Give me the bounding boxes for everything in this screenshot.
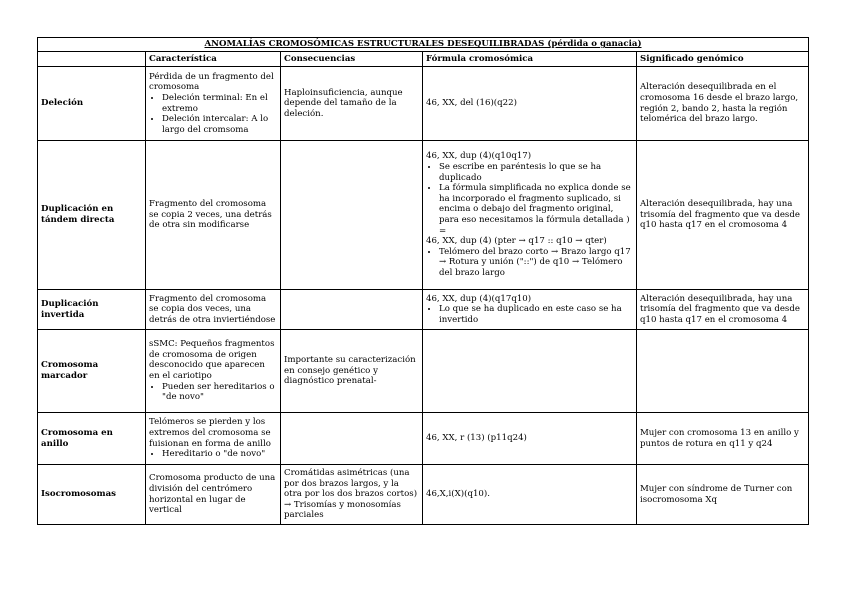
cell-consecuencias: [281, 413, 423, 465]
list-item: • Pueden ser hereditarios o "de novo": [162, 382, 277, 403]
bullet-list: [149, 449, 277, 460]
table-row: [38, 141, 809, 290]
header-formula: Fórmula cromosómica: [423, 52, 637, 67]
cell-caracteristica: Fragmento del cromosoma se copia 2 veces, una detrás de otra sin modificarse: [146, 141, 281, 290]
cell-caracteristica: Fragmento del cromosoma se copia dos veces, una detrás de otra inviertiéndose: [146, 290, 281, 330]
cell-caracteristica: [146, 67, 281, 141]
formula-text: 46, XX, dup (4)(q10q17): [426, 151, 532, 162]
bullet-list: [149, 93, 277, 135]
header-caracteristica: Característica: [146, 52, 281, 67]
formula-text: 46, XX, dup (4)(q17q10): [426, 293, 532, 304]
cell-significado: [637, 330, 809, 413]
cell-consecuencias: [281, 290, 423, 330]
table-row: [38, 465, 809, 525]
cell-consecuencias: Haploinsuficiencia, aunque depende del tamaño de la deleción.: [281, 67, 423, 141]
bullet-list: [149, 382, 277, 403]
cell-formula: [423, 141, 637, 290]
list-item: • Hereditario o "de novo": [162, 449, 277, 460]
bullet-list: [426, 162, 633, 236]
table-title: ANOMALÍAS CROMOSÓMICAS ESTRUCTURALES DESEQUILIBRADAS (pérdida o ganacia): [38, 38, 809, 52]
cell-consecuencias: Importante su caracterización en consejo genético y diagnóstico prenatal-: [281, 330, 423, 413]
list-item: • Se escribe en paréntesis lo que se ha duplicado: [439, 162, 633, 183]
list-item: • Deleción intercalar: A lo largo del cromsoma: [162, 114, 277, 135]
cell-text: Telómeros se pierden y los extremos del cromosoma se fuisionan en forma de anillo: [149, 417, 271, 449]
row-name-cromosoma-marcador: Cromosoma marcador: [38, 330, 146, 413]
cell-consecuencias: Cromátidas asimétricas (una por dos brazos largos, y la otra por los dos brazos cortos) → Trisomías y monosomías parciales: [281, 465, 423, 525]
cell-formula: [423, 290, 637, 330]
bullet-list: [426, 247, 633, 279]
row-name-duplicacion-invertida: Duplicación invertida: [38, 290, 146, 330]
cell-caracteristica: [146, 330, 281, 413]
list-item: • Telómero del brazo corto → Brazo largo q17 → Rotura y unión ("::") de q10 → Telómero del brazo largo: [439, 247, 633, 279]
cell-formula: 46, XX, r (13) (p11q24): [423, 413, 637, 465]
row-name-duplicacion-tandem: Duplicación en tándem directa: [38, 141, 146, 290]
anomalies-table: [37, 37, 809, 525]
cell-significado: Alteración desequilibrada, hay una trisomía del fragmento que va desde q10 hasta q17 en el cromosoma 4: [637, 290, 809, 330]
table-row: [38, 330, 809, 413]
cell-consecuencias: [281, 141, 423, 290]
row-name-delecion: Deleción: [38, 67, 146, 141]
list-item: • La fórmula simplificada no explica donde se ha incorporado el fragmento suplicado, si encima o debajo del fragmento original, para eso necesitamos la fórmula detallada ) =: [439, 183, 633, 236]
cell-formula: 46,X,i(X)(q10).: [423, 465, 637, 525]
cell-significado: Alteración desequilibrada en el cromosoma 16 desde el brazo largo, región 2, bando 2, hasta la región telomérica del brazo largo.: [637, 67, 809, 141]
cell-formula: 46, XX, del (16)(q22): [423, 67, 637, 141]
list-item: • Lo que se ha duplicado en este caso se ha invertido: [439, 304, 633, 325]
cell-significado: Mujer con cromosoma 13 en anillo y puntos de rotura en q11 y q24: [637, 413, 809, 465]
cell-significado: Mujer con síndrome de Turner con isocromosoma Xq: [637, 465, 809, 525]
table-row: [38, 290, 809, 330]
list-item: • Deleción terminal: En el extremo: [162, 93, 277, 114]
cell-significado: Alteración desequilibrada, hay una trisomía del fragmento que va desde q10 hasta q17 en el cromosoma 4: [637, 141, 809, 290]
header-consecuencias: Consecuencias: [281, 52, 423, 67]
cell-caracteristica: [146, 413, 281, 465]
cell-text: Pérdida de un fragmento del cromosoma: [149, 71, 274, 93]
bullet-list: [426, 304, 633, 325]
row-name-isocromosomas: Isocromosomas: [38, 465, 146, 525]
header-significado: Significado genómico: [637, 52, 809, 67]
cell-formula: [423, 330, 637, 413]
formula-detail: 46, XX, dup (4) (pter → q17 :: q10 → qter): [426, 236, 607, 247]
header-empty: [38, 52, 146, 67]
table-row: [38, 67, 809, 141]
row-name-cromosoma-anillo: Cromosoma en anillo: [38, 413, 146, 465]
cell-text: sSMC: Pequeños fragmentos de cromosoma de origen desconocido que aparecen en el cariotipo: [149, 339, 275, 381]
table-row: [38, 413, 809, 465]
cell-caracteristica: Cromosoma producto de una división del centrómero horizontal en lugar de vertical: [146, 465, 281, 525]
